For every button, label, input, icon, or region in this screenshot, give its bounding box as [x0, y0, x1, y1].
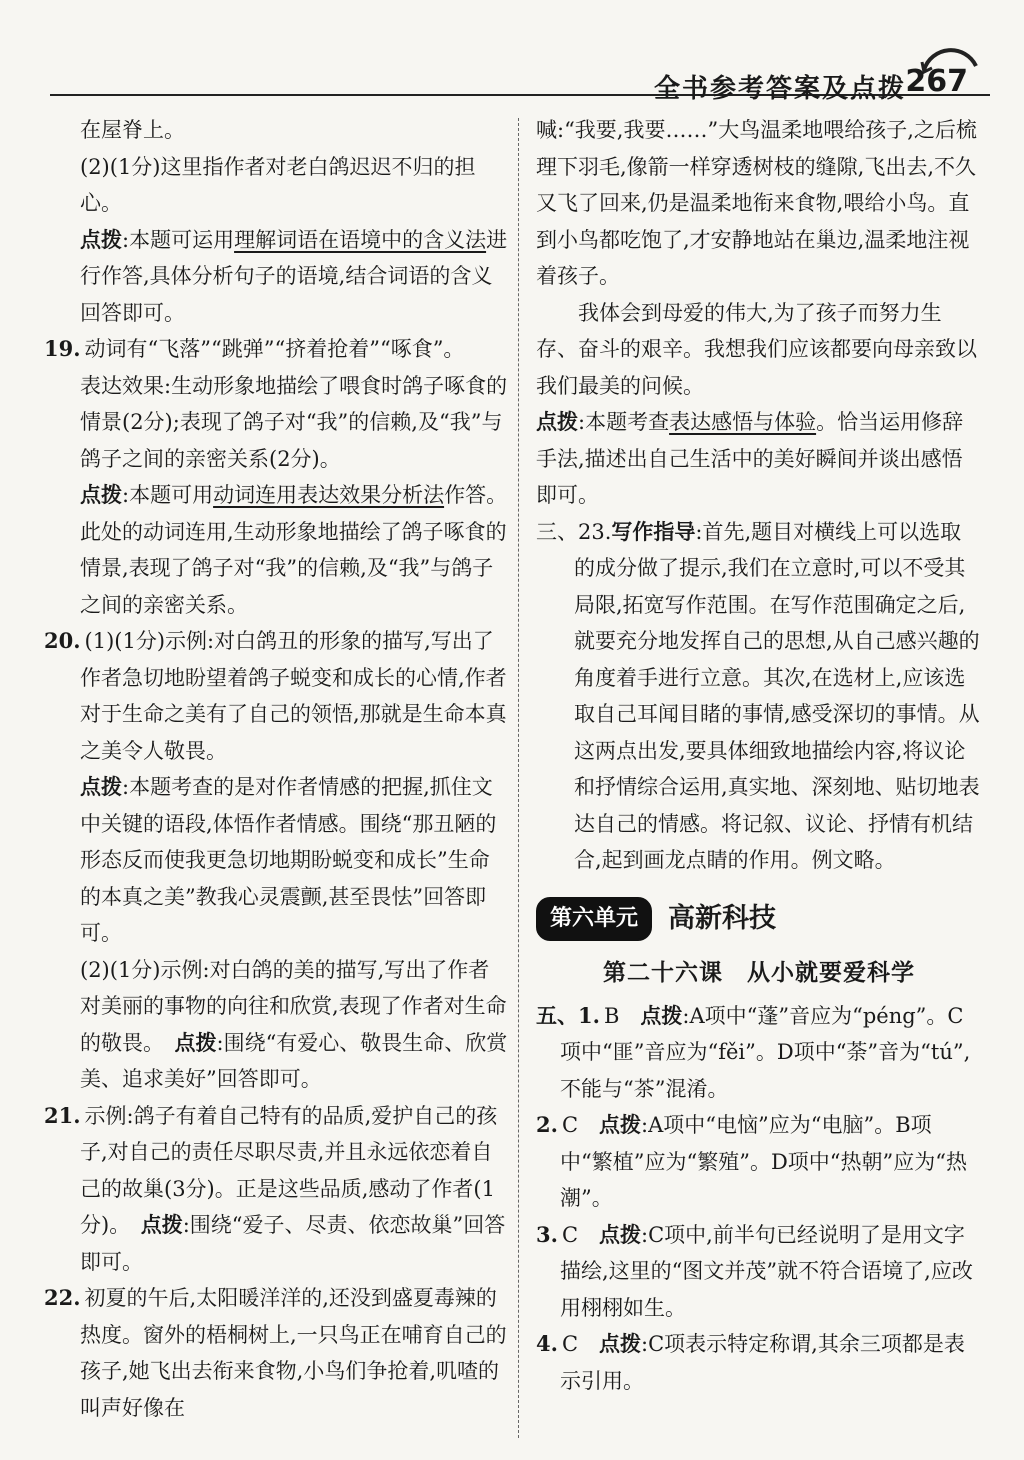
hint-paragraph: 点拨:本题可用动词连用表达效果分析法作答。此处的动词连用,生动形象地描绘了鸽子啄食的情景,表现了鸽子对“我”的信赖,及“我”与鸽子之间的亲密关系。	[80, 482, 508, 617]
page-number: 267	[905, 64, 968, 99]
answer-5-1: 五、1. B 点拨:A项中“蓬”音应为“péng”。C项中“匪”音应为“fěi”。D项中“荼”音为“tú”,不能与“茶”混淆。	[536, 1002, 971, 1101]
unit-badge: 第六单元	[536, 897, 652, 942]
running-header-title: 全书参考答案及点拨	[653, 74, 906, 104]
unit-title: 高新科技	[668, 902, 777, 934]
hint-paragraph: 点拨:本题可运用理解词语在语境中的含义法进行作答,具体分析句子的语境,结合词语的含义回答即可。	[80, 226, 508, 325]
answer-line: 在屋脊上。	[80, 118, 185, 142]
column-divider	[518, 118, 519, 1438]
answer-line: (2)(1分)这里指作者对老白鸽迟迟不归的担心。	[80, 154, 476, 215]
answer-20-part2: (2)(1分)示例:对白鸽的美的描写,写出了作者对美丽的事物的向往和欣赏,表现了作者对生命的敬畏。 点拨:围绕“有爱心、敬畏生命、欣赏美、追求美好”回答即可。	[80, 957, 508, 1091]
unit-heading	[536, 897, 982, 942]
answer-22: 22. 初夏的午后,太阳暖洋洋的,还没到盛夏毒辣的热度。窗外的梧桐树上,一只鸟正在哺育自己的孩子,她飞出去衔来食物,小鸟们争抢着,叽喳的叫声好像在	[44, 1285, 507, 1420]
hint-paragraph: 点拨:本题考查表达感悟与体验。恰当运用修辞手法,描述出自己生活中的美好瞬间并谈出感悟即可。	[536, 409, 964, 507]
answer-21: 21. 示例:鸽子有着自己特有的品质,爱护自己的孩子,对自己的责任尽职尽责,并且永远依恋着自己的故巢(3分)。正是这些品质,感动了作者(1分)。 点拨:围绕“爱子、尽责、依恋故巢”回答即可。	[44, 1102, 506, 1274]
answer-23: 三、23.写作指导:首先,题目对横线上可以选取的成分做了提示,我们在立意时,可以不受其局限,拓宽写作范围。在写作范围确定之后,就要充分地发挥自己的思想,从自己感兴趣的角度着手进行立意。其次,在选材上,应该选取自己耳闻目睹的事情,感受深切的事情。从这两点出发,要具体细致地描绘内容,将议论和抒情综合运用,真实地、深刻地、贴切地表达自己的情感。将记叙、议论、抒情有机结合,起到画龙点睛的作用。例文略。	[536, 518, 980, 872]
answer-19-effect: 表达效果:生动形象地描绘了喂食时鸽子啄食的情景(2分);表现了鸽子对“我”的信赖,及“我”与鸽子之间的亲密关系(2分)。	[80, 373, 508, 471]
lesson-title: 第二十六课 从小就要爱科学	[603, 960, 915, 986]
right-column	[536, 112, 982, 1399]
left-column	[44, 112, 508, 1426]
answer-5-4: 4. C 点拨:C项表示特定称谓,其余三项都是表示引用。	[536, 1331, 965, 1393]
answer-22-continued: 喊:“我要,我要……”大鸟温柔地喂给孩子,之后梳理下羽毛,像箭一样穿透树枝的缝隙,飞出去,不久又飞了回来,仍是温柔地衔来食物,喂给小鸟。直到小鸟都吃饱了,才安静地站在巢边,温柔地注视着孩子。	[536, 118, 977, 288]
answer-19: 19. 动词有“飞落”“跳弹”“挤着抢着”“啄食”。	[44, 336, 465, 361]
answer-20: 20. (1)(1分)示例:对白鸽丑的形象的描写,写出了作者急切地盼望着鸽子蜕变和成长的心情,作者对于生命之美有了自己的领悟,那就是生命本真之美令人敬畏。	[44, 628, 507, 763]
answer-5-3: 3. C 点拨:C项中,前半句已经说明了是用文字描绘,这里的“图文并茂”就不符合语境了,应改用栩栩如生。	[536, 1221, 973, 1320]
hint-paragraph: 点拨:本题考查的是对作者情感的把握,抓住文中关键的语段,体悟作者情感。围绕“那丑陋的形态反而使我更急切地期盼蜕变和成长”生命的本真之美”教我心灵震颤,甚至畏怯”回答即可。	[80, 774, 497, 945]
answer-5-2: 2. C 点拨:A项中“电恼”应为“电脑”。B项中“繁植”应为“繁殖”。D项中“热朝”应为“热潮”。	[536, 1112, 967, 1210]
answer-22-reflection: 我体会到母爱的伟大,为了孩子而努力生存、奋斗的艰辛。我想我们应该都要向母亲致以我们最美的问候。	[536, 300, 977, 398]
